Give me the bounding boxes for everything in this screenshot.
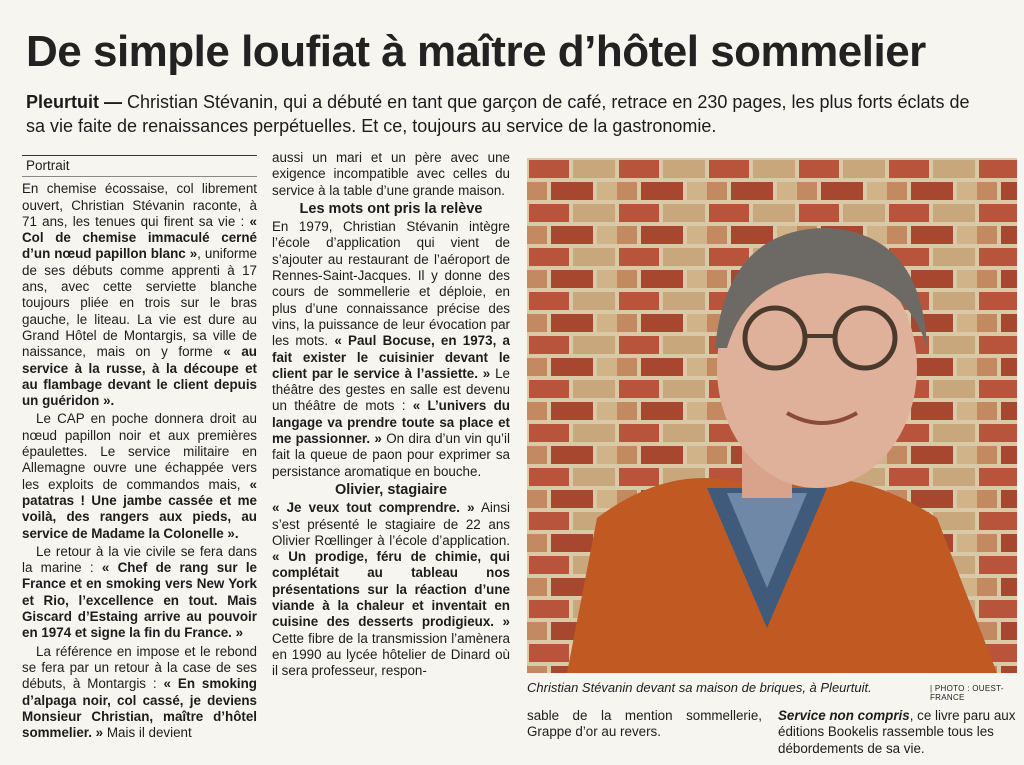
quote: « Paul Bocuse, en 1973, a fait exister le cuisinier devant le client par le service à l’assiette. » (272, 333, 510, 381)
text-run: La référence en impose et le rebond se fera par un retour à la case de ses débuts, à Montargis : (22, 643, 257, 692)
book-title: Service non compris (778, 708, 910, 723)
quote: « En smoking d’alpaga noir, col cassé, je deviens Monsieur Christian, maître d’hôtel sommelier. » (22, 676, 257, 741)
quote: « patatras ! Une jambe cassée et me voilà, des rangers aux pieds, au service de Madame la Colonelle ». (22, 476, 257, 541)
text-run: Ainsi s’est présenté le stagiaire de 22 ans Olivier Rœllinger à l’école d’application. (272, 500, 510, 548)
article-column-2 (272, 150, 510, 682)
lede-text: Christian Stévanin, qui a débuté en tant que garçon de café, retrace en 230 pages, les plus forts éclats de sa vie faite de renaissances perpétuelles. Et ce, toujours au service de la gastronomie. (26, 92, 970, 136)
article-column-1 (22, 155, 257, 743)
article-column-4 (778, 708, 1018, 757)
text-run: , ce livre paru aux éditions Bookelis rassemble tous les débordements de sa vie. (778, 708, 1016, 756)
text-run: , uniforme de ses débuts comme apprenti à 17 ans, avec cette serviette blanche toujours pliée en trois sur le bras gauche, le liteau. La vie est dure au Grand Hôtel de Montargis, sa ville de naissance, mais on y forme (22, 246, 257, 360)
paragraph (272, 219, 510, 480)
photo-caption: Christian Stévanin devant sa maison de briques, à Pleurtuit. (527, 680, 872, 695)
quote: « Chef de rang sur le France et en smoking vers New York et Rio, l’excellence en tout. Mais Giscard d’Estaing arrive au pouvoir en 1974 et signe la fin du France. » (22, 560, 257, 641)
text-run: Le retour à la vie civile se fera dans la marine : (22, 543, 257, 576)
text-run: En chemise écossaise, col librement ouvert, Christian Stévanin raconte, à 71 ans, les tenues qui firent sa vie : (22, 181, 257, 229)
quote: « au service à la russe, à la découpe et au flambage devant le client depuis un guéridon ». (22, 344, 257, 409)
paragraph (22, 411, 257, 541)
quote: « Un prodige, féru de chimie, qui complétait au tableau nos présentations sur la réaction d’une viande à la chaleur et inventait en cuisine des desserts prodigieux. » (272, 549, 510, 630)
lede-place: Pleurtuit — (26, 92, 128, 112)
text-run: Le théâtre des gestes en salle est devenu un théâtre de mots : (272, 365, 510, 414)
photo-credit: | PHOTO : OUEST-FRANCE (930, 684, 1004, 702)
text-run: sable de la mention sommellerie, Grappe d’or au revers. (527, 708, 762, 740)
quote: « Col de chemise immaculé cerné d’un nœud papillon blanc » (22, 213, 257, 262)
rubric-label: Portrait (22, 155, 257, 177)
text-run: On dira d’un vin qu’il fait la queue de paon pour exprimer sa persistance aromatique en bouche. (272, 431, 510, 479)
text-run: Le CAP en poche donnera droit au nœud papillon noir et aux premières épaulettes. Le service militaire en Allemagne ouvre une échappée vers les exploits de commandos mais, (22, 411, 257, 492)
subheading: Olivier, stagiaire (334, 481, 448, 498)
text-run: Mais il devient (103, 725, 192, 741)
quote: « Je veux tout comprendre. » (272, 500, 475, 516)
quote: « L’univers du langage va prendre toute sa place et me passionner. » (272, 398, 510, 447)
portrait-illustration (527, 158, 1017, 673)
paragraph (22, 544, 257, 642)
paragraph (272, 500, 510, 679)
lede (26, 90, 986, 138)
paragraph: aussi un mari et un père avec une exigence incompatible avec celles du service à la table d’une grande maison. (272, 150, 510, 198)
article-column-3 (527, 708, 762, 741)
paragraph (22, 644, 257, 742)
portrait-photo (527, 158, 1017, 673)
text-run: En 1979, Christian Stévanin intègre l’école d’application qui vient de s’ajouter au restaurant de l’aéroport de Rennes-Saint-Jacques. Il y donne des cours de sommellerie et déploie, en plus d’une connaissance précise des vins, la puissance de leur évocation par les mots. (272, 219, 510, 349)
headline: De simple loufiat à maître d’hôtel sommelier (26, 27, 926, 76)
paragraph (22, 181, 257, 409)
text-run: Cette fibre de la transmission l’amènera en 1990 au lycée hôtelier de Dinard où il sera professeur, respon- (272, 630, 510, 679)
subheading: Les mots ont pris la relève (299, 200, 483, 217)
